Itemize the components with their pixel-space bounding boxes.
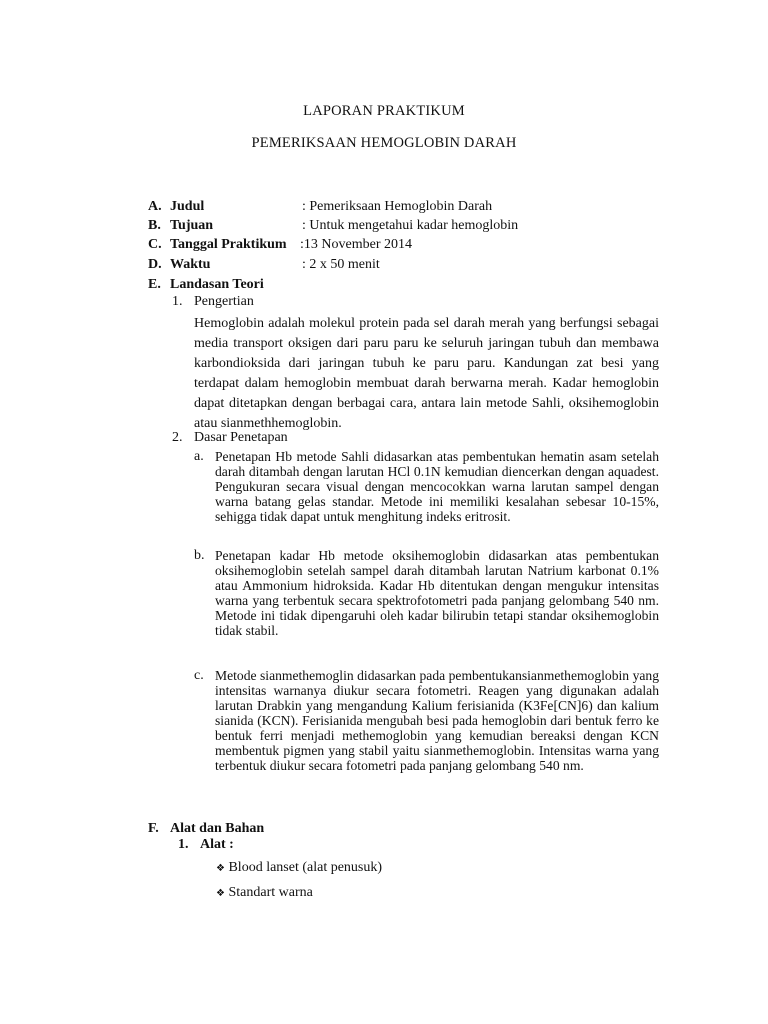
section-value: :13 November 2014 — [300, 237, 412, 252]
section-value: : 2 x 50 menit — [302, 257, 380, 272]
diamond-bullet-icon: ❖ — [216, 888, 225, 899]
report-subtitle: PEMERIKSAAN HEMOGLOBIN DARAH — [251, 135, 517, 151]
section-label: Tanggal Praktikum — [170, 237, 287, 252]
section-letter: E. — [148, 277, 161, 292]
section-label: Waktu — [170, 257, 211, 272]
section-letter: F. — [148, 821, 159, 836]
sub-letter-c: c. — [194, 668, 204, 683]
list-item — [216, 860, 382, 876]
list-number: 1. — [172, 294, 183, 309]
section-label: Alat dan Bahan — [170, 821, 265, 836]
alat-item: Standart warna — [228, 885, 313, 900]
section-letter: D. — [148, 257, 162, 272]
section-label: Landasan Teori — [170, 277, 264, 292]
section-value: : Pemeriksaan Hemoglobin Darah — [302, 199, 493, 214]
section-value: : Untuk mengetahui kadar hemoglobin — [302, 218, 519, 233]
section-letter: B. — [148, 218, 161, 233]
pengertian-paragraph: Hemoglobin adalah molekul protein pada sel darah merah yang berfungsi sebagai media transport oksigen dari paru paru ke seluruh jaringan tubuh dan membawa karbondioksida dari jaringan tubuh ke paru paru. Kandungan zat besi yang terdapat dalam hemoglobin membuat darah berwarna merah. Kadar hemoglobin dapat ditetapkan dengan berbagai cara, antara lain metode Sahli, oksihemoglobin atau sianmethhemoglobin. — [194, 316, 659, 431]
alat-heading: Alat : — [200, 837, 234, 852]
metode-sahli-paragraph: Penetapan Hb metode Sahli didasarkan atas pembentukan hematin asam setelah darah ditambah dengan larutan HCl 0.1N kemudian diencerkan dengan aquadest. Pengukuran secara visual dengan mencocokkan warna larutan sampel dengan warna batang gelas standar. Metode ini memiliki kesalahan sebesar 10-15%, sehigga tidak dapat untuk menghitung indeks eritrosit. — [215, 449, 659, 524]
pengertian-heading: Pengertian — [194, 294, 254, 309]
metode-oksihemoglobin-paragraph: Penetapan kadar Hb metode oksihemoglobin didasarkan atas pembentukan oksihemoglobin setelah sampel darah ditambah larutan Natrium karbonat 0.1% atau Ammonium hidroksida. Kadar Hb ditentukan dengan mengukur intensitas warna yang terbentuk secara spektrofotometri pada panjang gelombang 540 nm. Metode ini tidak dipengaruhi oleh kadar bilirubin tetapi standar oksihemoglobin tidak stabil. — [215, 548, 659, 638]
section-letter: C. — [148, 237, 162, 252]
dasar-penetapan-heading: Dasar Penetapan — [194, 430, 288, 445]
diamond-bullet-icon: ❖ — [216, 863, 225, 874]
section-label: Tujuan — [170, 218, 214, 233]
alat-item: Blood lanset (alat penusuk) — [228, 860, 383, 875]
list-number: 1. — [178, 837, 189, 852]
section-label: Judul — [170, 199, 205, 214]
list-item — [216, 885, 313, 901]
section-letter: A. — [148, 199, 162, 214]
sub-letter-b: b. — [194, 548, 205, 563]
report-title: LAPORAN PRAKTIKUM — [303, 103, 465, 119]
sub-letter-a: a. — [194, 449, 204, 464]
list-number: 2. — [172, 430, 183, 445]
metode-sianmethemoglobin-paragraph: Metode sianmethemoglin didasarkan pada pembentukansianmethemoglobin yang intensitas warnanya diukur secara fotometri. Reagen yang digunakan adalah larutan Drabkin yang mengandung Kalium ferisianida (K3Fe[CN]6) dan kalium sianida (KCN). Ferisianida mengubah besi pada hemoglobin dari bentuk ferro ke bentuk ferri menjadi methemoglobin yang kemudian bereaksi dengan KCN membentuk pigmen yang stabil yaitu sianmethemoglobin. Intensitas warna yang terbentuk diukur secara fotometri pada panjang gelombang 540 nm. — [215, 668, 659, 773]
